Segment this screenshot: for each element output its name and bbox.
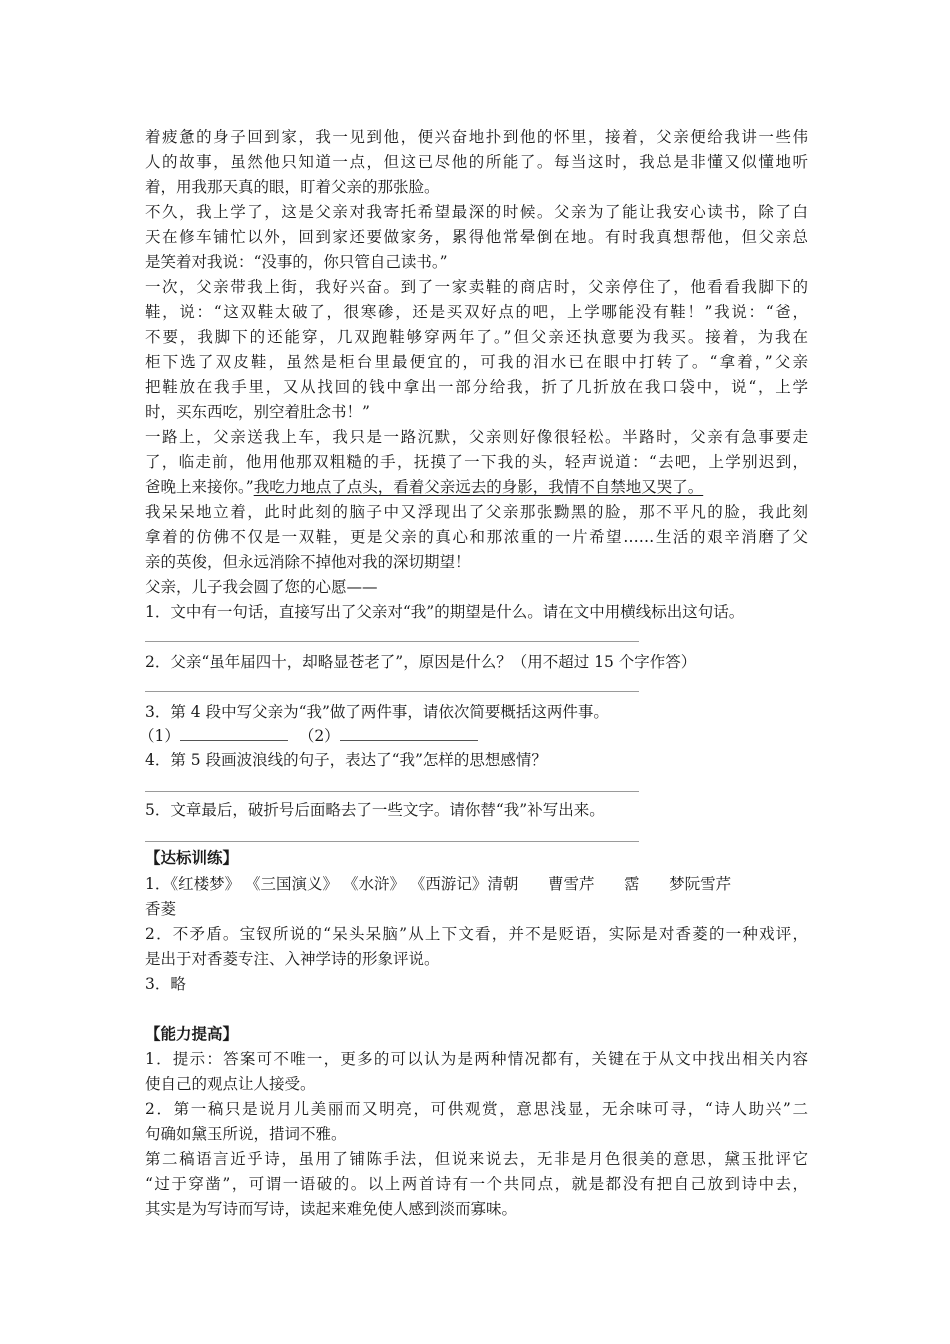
question-2: 2．父亲“虽年届四十，却略显苍老了”，原因是什么？（用不超过 15 个字作答）	[145, 653, 697, 671]
answer-2: 2．不矛盾。宝钗所说的“呆头呆脑”从上下文看，并不是贬语，实际是对香菱的一种戏评，	[145, 925, 808, 943]
answer-blank-1[interactable]	[180, 724, 288, 741]
passage-line: 一次，父亲带我上街，我好兴奋。到了一家卖鞋的商店时，父亲停住了，他看看我脚下的	[145, 278, 808, 296]
passage-line: 是笑着对我说：“没事的，你只管自己读书。”	[145, 253, 448, 271]
question-3: 3．第 4 段中写父亲为“我”做了两件事，请依次简要概括这两件事。	[145, 703, 609, 721]
answer-1-cont: 香菱	[145, 900, 177, 918]
passage-line: 拿着的仿佛不仅是一双鞋，更是父亲的真心和那浓重的一片希望……生活的艰辛消磨了父	[145, 528, 808, 546]
passage-line: 了，临走前，他用他那双粗糙的手，抚摸了一下我的头，轻声说道：“去吧，上学别迟到，	[145, 453, 808, 471]
blank-label-2: （2）	[298, 727, 340, 745]
passage-line: 柜下选了双皮鞋，虽然是柜台里最便宜的，可我的泪水已在眼中打转了。“拿着，”父亲	[145, 353, 808, 371]
answer-line-2[interactable]	[145, 691, 639, 692]
passage-line: 我呆呆地立着，此时此刻的脑子中又浮现出了父亲那张黝黑的脸，那不平凡的脸，我此刻	[145, 503, 808, 521]
passage-line: 天在修车铺忙以外，回到家还要做家务，累得他常晕倒在地。有时我真想帮他，但父亲总	[145, 228, 808, 246]
passage-line: 亲的英俊，但永远消除不掉他对我的深切期望！	[145, 553, 471, 571]
passage-line: 不久，我上学了，这是父亲对我寄托希望最深的时候。父亲为了能让我安心读书，除了白	[145, 203, 808, 221]
nengli-line: 其实是为写诗而写诗，读起来难免使人感到淡而寡味。	[145, 1200, 518, 1218]
question-1: 1．文中有一句话，直接写出了父亲对“我”的期望是什么。请在文中用横线标出这句话。	[145, 603, 745, 621]
blank-label-1: （1）	[139, 727, 180, 745]
section-heading-nengli: 【能力提高】	[145, 1025, 239, 1043]
passage-line: 人的故事，虽然他只知道一点，但这已尽他的所能了。每当这时，我总是非懂又似懂地听	[145, 153, 808, 171]
answer-line-1[interactable]	[145, 641, 639, 642]
passage-text: 爸晚上来接你。”	[145, 478, 254, 496]
passage-line: 一路上，父亲送我上车，我只是一路沉默，父亲则好像很轻松。半路时，父亲有急事要走	[145, 428, 808, 446]
passage-line: 不要，我脚下的还能穿，几双跑鞋够穿两年了。”但父亲还执意要为我买。接着，为我在	[145, 328, 808, 346]
underlined-sentence: 我吃力地点了点头，看着父亲远去的身影，我情不自禁地又哭了。	[253, 478, 704, 496]
passage-line: 时，买东西吃，别空着肚念书！”	[145, 403, 370, 421]
answer-1: 1．《红楼梦》 《三国演义》 《水浒》 《西游记》清朝 曹雪芹 霑 梦阮雪芹	[145, 875, 732, 893]
nengli-line: 2．第一稿只是说月儿美丽而又明亮，可供观赏，意思浅显，无余味可寻，“诗人助兴”二	[145, 1100, 808, 1118]
answer-line-4[interactable]	[145, 791, 639, 792]
nengli-line: 句确如黛玉所说，措词不雅。	[145, 1125, 347, 1143]
passage-line: 着疲惫的身子回到家，我一见到他，便兴奋地扑到他的怀里，接着，父亲便给我讲一些伟	[145, 128, 808, 146]
nengli-line: “过于穿凿”，可谓一语破的。以上两首诗有一个共同点，就是都没有把自己放到诗中去，	[145, 1175, 808, 1193]
answer-line-5[interactable]	[145, 841, 639, 842]
question-5: 5．文章最后，破折号后面略去了一些文字。请你替“我”补写出来。	[145, 801, 605, 819]
passage-line: 着，用我那天真的眼，盯着父亲的那张脸。	[145, 178, 440, 196]
answer-blank-2[interactable]	[340, 724, 478, 741]
question-4: 4．第 5 段画波浪线的句子，表达了“我”怎样的思想感情？	[145, 751, 547, 769]
section-heading-dabiao: 【达标训练】	[145, 849, 239, 867]
answer-2-cont: 是出于对香菱专注、入神学诗的形象评说。	[145, 950, 440, 968]
passage-line: 把鞋放在我手里，又从找回的钱中拿出一部分给我，折了几折放在我口袋中，说“，上学	[145, 378, 808, 396]
passage-line-with-underline	[145, 475, 825, 499]
nengli-line: 使自己的观点让人接受。	[145, 1075, 316, 1093]
passage-line: 父亲，儿子我会圆了您的心愿——	[145, 578, 378, 596]
question-3-blanks	[139, 724, 819, 748]
nengli-line: 第二稿语言近乎诗，虽用了铺陈手法，但说来说去，无非是月色很美的意思，黛玉批评它	[145, 1150, 808, 1168]
answer-3: 3．略	[145, 975, 186, 993]
nengli-line: 1．提示：答案可不唯一，更多的可以认为是两种情况都有，关键在于从文中找出相关内容	[145, 1050, 808, 1068]
passage-line: 鞋，说：“这双鞋太破了，很寒碜，还是买双好点的吧，上学哪能没有鞋！”我说：“爸，	[145, 303, 808, 321]
